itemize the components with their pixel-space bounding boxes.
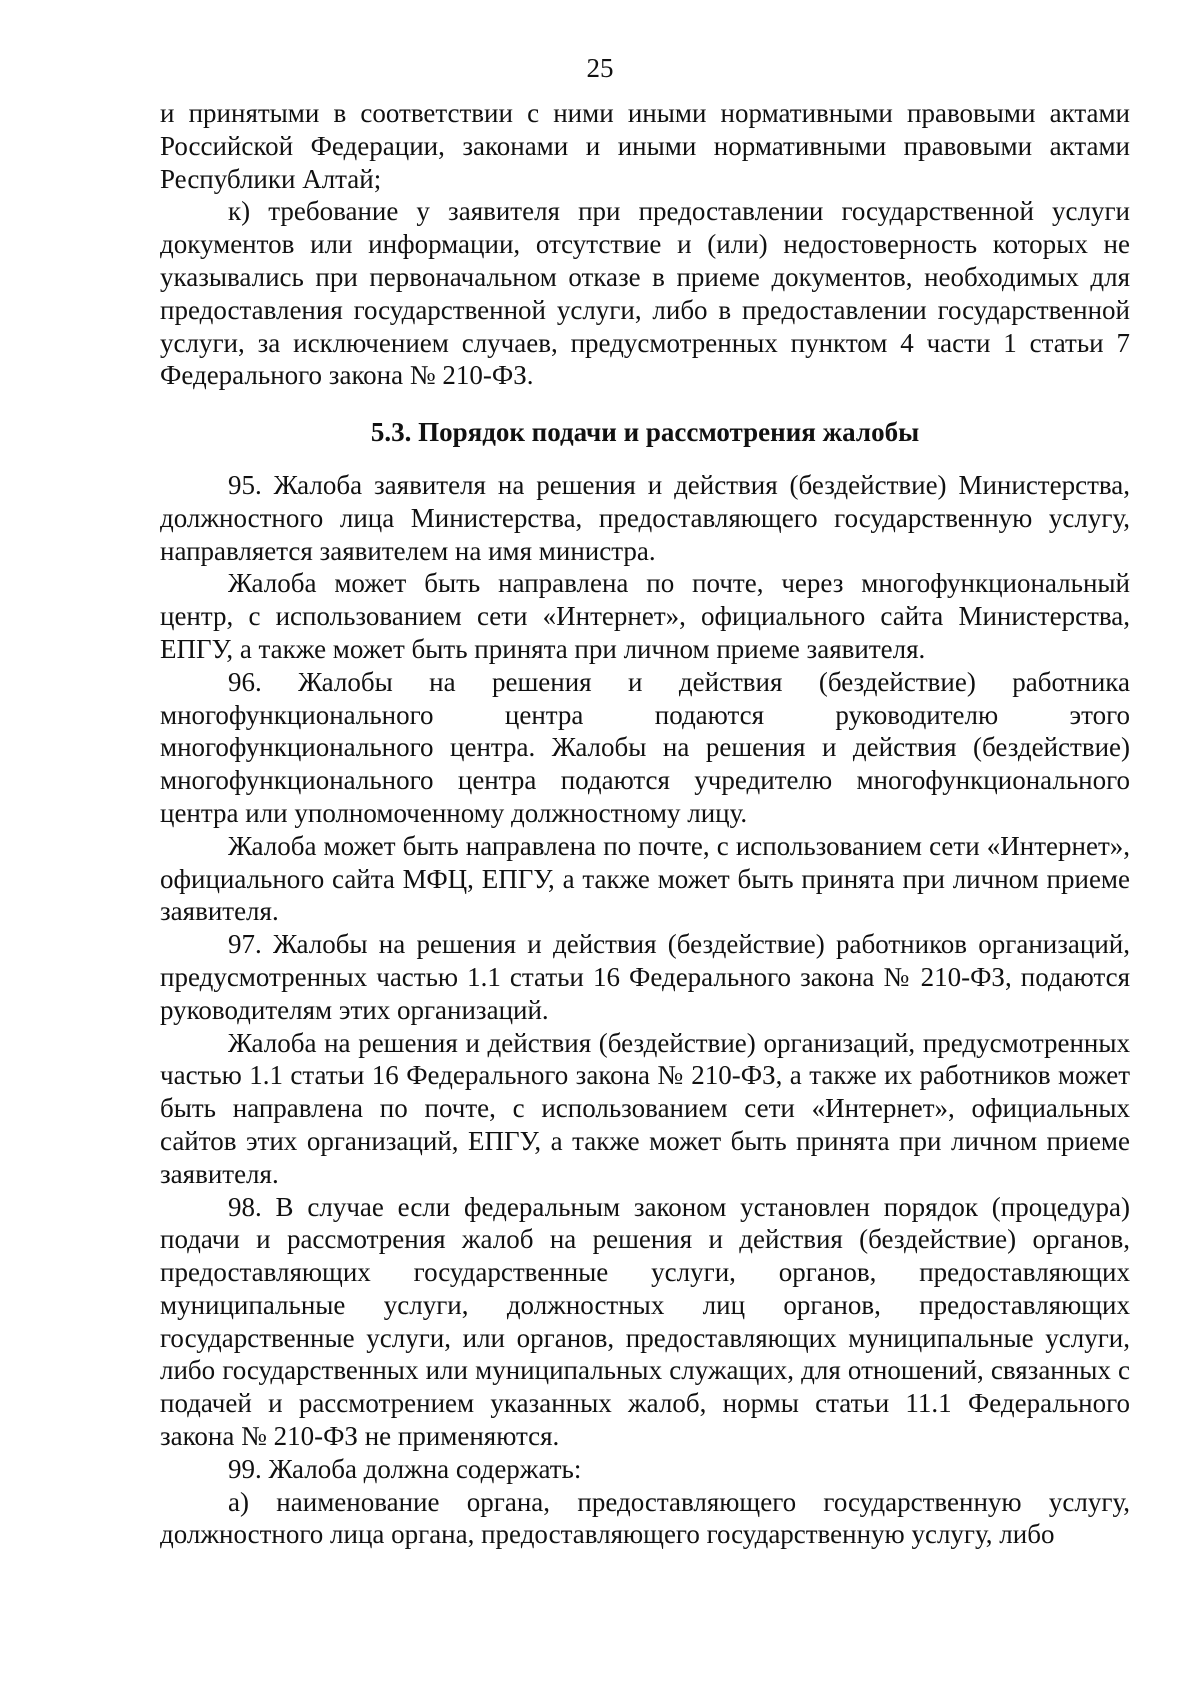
paragraph-99-item-a: а) наименование органа, предоставляющего государственную услугу, должностного лица органа, предоставляющего государственную услугу, либо [160,1486,1130,1550]
paragraph-96-submission: Жалоба может быть направлена по почте, с использованием сети «Интернет», официального сайта МФЦ, ЕПГУ, а также может быть принята при личном приеме заявителя. [160,830,1130,927]
document-body [160,97,1130,1551]
paragraph-96: 96. Жалобы на решения и действия (бездействие) работника многофункционального центра подаются руководителю этого многофункционального центра. Жалобы на решения и действия (бездействие) многофункционального центра подаются учредителю многофункционального центра или уполномоченному должностному лицу. [160,666,1130,828]
paragraph-item-k: к) требование у заявителя при предоставлении государственной услуги документов или информации, отсутствие и (или) недостоверность которых не указывались при первоначальном отказе в приеме документов, необходимых для предоставления государственной услуги, либо в предоставлении государственной услуги, за исключением случаев, предусмотренных пунктом 4 части 1 статьи 7 Федерального закона № 210-ФЗ. [160,196,1130,391]
page-number: 25 [586,53,614,83]
section-heading: 5.3. Порядок подачи и рассмотрения жалобы [370,417,920,448]
paragraph-95-submission: Жалоба может быть направлена по почте, через многофункциональный центр, с использованием сети «Интернет», официального сайта Министерства, ЕПГУ, а также может быть принята при личном приеме заявителя. [160,568,1130,664]
paragraph-95: 95. Жалоба заявителя на решения и действия (бездействие) Министерства, должностного лица Министерства, предоставляющего государственную услугу, направляется заявителем на имя министра. [160,469,1130,566]
paragraph-97-submission: Жалоба на решения и действия (бездействие) организаций, предусмотренных частью 1.1 статьи 16 Федерального закона № 210-ФЗ, а также их работников может быть направлена по почте, с использованием сети «Интернет», официальных сайтов этих организаций, ЕПГУ, а также может быть принята при личном приеме заявителя. [160,1027,1130,1189]
paragraph-continuation: и принятыми в соответствии с ними иными нормативными правовыми актами Российской Федерации, законами и иными нормативными правовыми актами Республики Алтай; [160,98,1130,194]
paragraph-98: 98. В случае если федеральным законом установлен порядок (процедура) подачи и рассмотрения жалоб на решения и действия (бездействие) органов, предоставляющих государственные услуги, органов, предоставляющих муниципальные услуги, должностных лиц органов, предоставляющих государственные услуги, или органов, предоставляющих муниципальные услуги, либо государственных или муниципальных служащих, для отношений, связанных с подачей и рассмотрением указанных жалоб, нормы статьи 11.1 Федерального закона № 210-ФЗ не применяются. [160,1191,1130,1452]
paragraph-99: 99. Жалоба должна содержать: [228,1453,582,1484]
paragraph-97: 97. Жалобы на решения и действия (бездействие) работников организаций, предусмотренных частью 1.1 статьи 16 Федерального закона № 210-ФЗ, подаются руководителям этих организаций. [160,929,1130,1025]
